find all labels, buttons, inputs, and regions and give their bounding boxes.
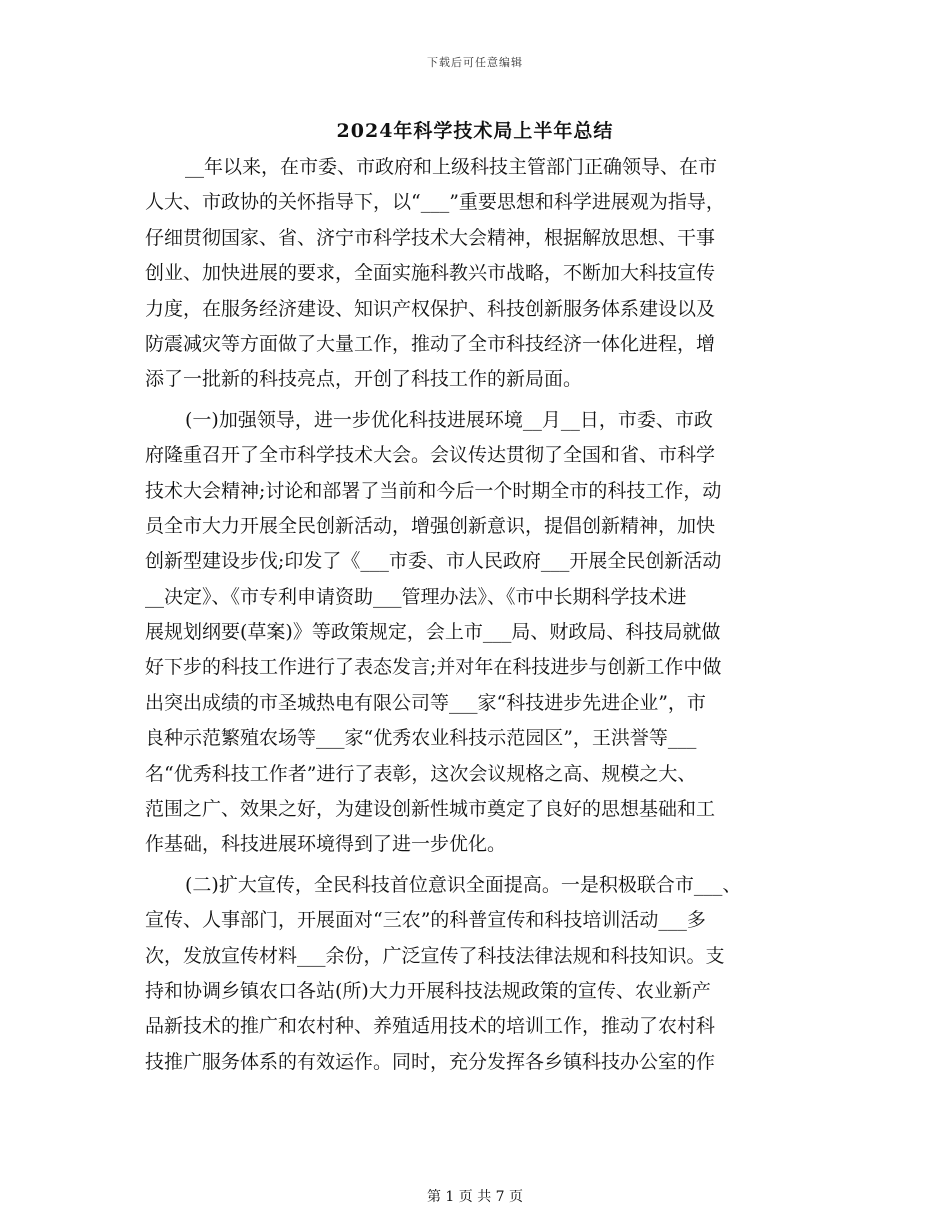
- paragraph-line: 出突出成绩的市圣城热电有限公司等___家“科技进步先进企业”，市: [145, 691, 706, 714]
- paragraph-line: 仔细贯彻国家、省、济宁市科学技术大会精神，根据解放思想、干事: [145, 226, 716, 249]
- paragraph: [145, 150, 817, 398]
- paragraph-line: 人大、市政协的关怀指导下，以“___”重要思想和科学进展观为指导，: [145, 191, 725, 214]
- document-title: 2024年科学技术局上半年总结: [336, 120, 614, 142]
- paragraph-line: __决定》、《市专利申请资助___管理办法》、《市中长期科学技术进: [145, 585, 687, 608]
- paragraph-line: __年以来，在市委、市政府和上级科技主管部门正确领导、在市: [185, 156, 718, 178]
- paragraph-line: 宣传、人事部门，开展面对“三农”的科普宣传和科技培训活动___多: [145, 909, 706, 932]
- paragraph-line: 好下步的科技工作进行了表态发言;并对年在科技进步与创新工作中做: [145, 656, 722, 679]
- page-header-note: 下载后可任意编辑: [427, 56, 523, 69]
- paragraph-line: 品新技术的推广和农村种、养殖适用技术的培训工作，推动了农村科: [145, 1015, 716, 1038]
- paragraph-line: 技术大会精神;讨论和部署了当前和今后一个时期全市的科技工作，动: [145, 479, 722, 502]
- paragraph-line: 力度，在服务经济建设、知识产权保护、科技创新服务体系建设以及: [145, 297, 716, 320]
- paragraph-line: (二)扩大宣传，全民科技首位意识全面提高。一是积极联合市___、: [185, 873, 742, 896]
- paragraph-line: 次，发放宣传材料___余份，广泛宣传了科技法律法规和科技知识。支: [145, 944, 725, 967]
- paragraph-line: 员全市大力开展全民创新活动，增强创新意识，提倡创新精神，加快: [145, 514, 716, 537]
- paragraph-line: 范围之广、效果之好，为建设创新性城市奠定了良好的思想基础和工: [145, 798, 716, 821]
- paragraph: [145, 868, 817, 1080]
- paragraph-line: 作基础，科技进展环境得到了进一步优化。: [145, 833, 507, 856]
- paragraph: [145, 403, 817, 863]
- page-number: 第 1 页 共 7 页: [426, 1189, 524, 1205]
- paragraph-line: (一)加强领导，进一步优化科技进展环境__月__日，市委、市政: [185, 408, 713, 431]
- paragraph-line: 展规划纲要(草案)》等政策规定，会上市___局、财政局、科技局就做: [145, 621, 721, 644]
- paragraph-line: 技推广服务体系的有效运作。同时，充分发挥各乡镇科技办公室的作: [145, 1050, 716, 1073]
- paragraph-line: 创业、加快进展的要求，全面实施科教兴市战略，不断加大科技宣传: [145, 262, 716, 285]
- paragraph-line: 名“优秀科技工作者”进行了表彰，这次会议规格之高、规模之大、: [145, 762, 697, 785]
- paragraph-line: 府隆重召开了全市科学技术大会。会议传达贯彻了全国和省、市科学: [145, 444, 716, 467]
- paragraph-line: 持和协调乡镇农口各站(所)大力开展科技法规政策的宣传、农业新产: [145, 979, 711, 1002]
- document-body: [145, 150, 817, 1080]
- paragraph-line: 添了一批新的科技亮点，开创了科技工作的新局面。: [145, 368, 583, 391]
- paragraph-line: 良种示范繁殖农场等___家“优秀农业科技示范园区”，王洪誉等___: [145, 727, 697, 750]
- paragraph-line: 创新型建设步伐;印发了《___市委、市人民政府___开展全民创新活动: [145, 550, 722, 573]
- paragraph-line: 防震减灾等方面做了大量工作，推动了全市科技经济一体化进程，增: [145, 332, 716, 355]
